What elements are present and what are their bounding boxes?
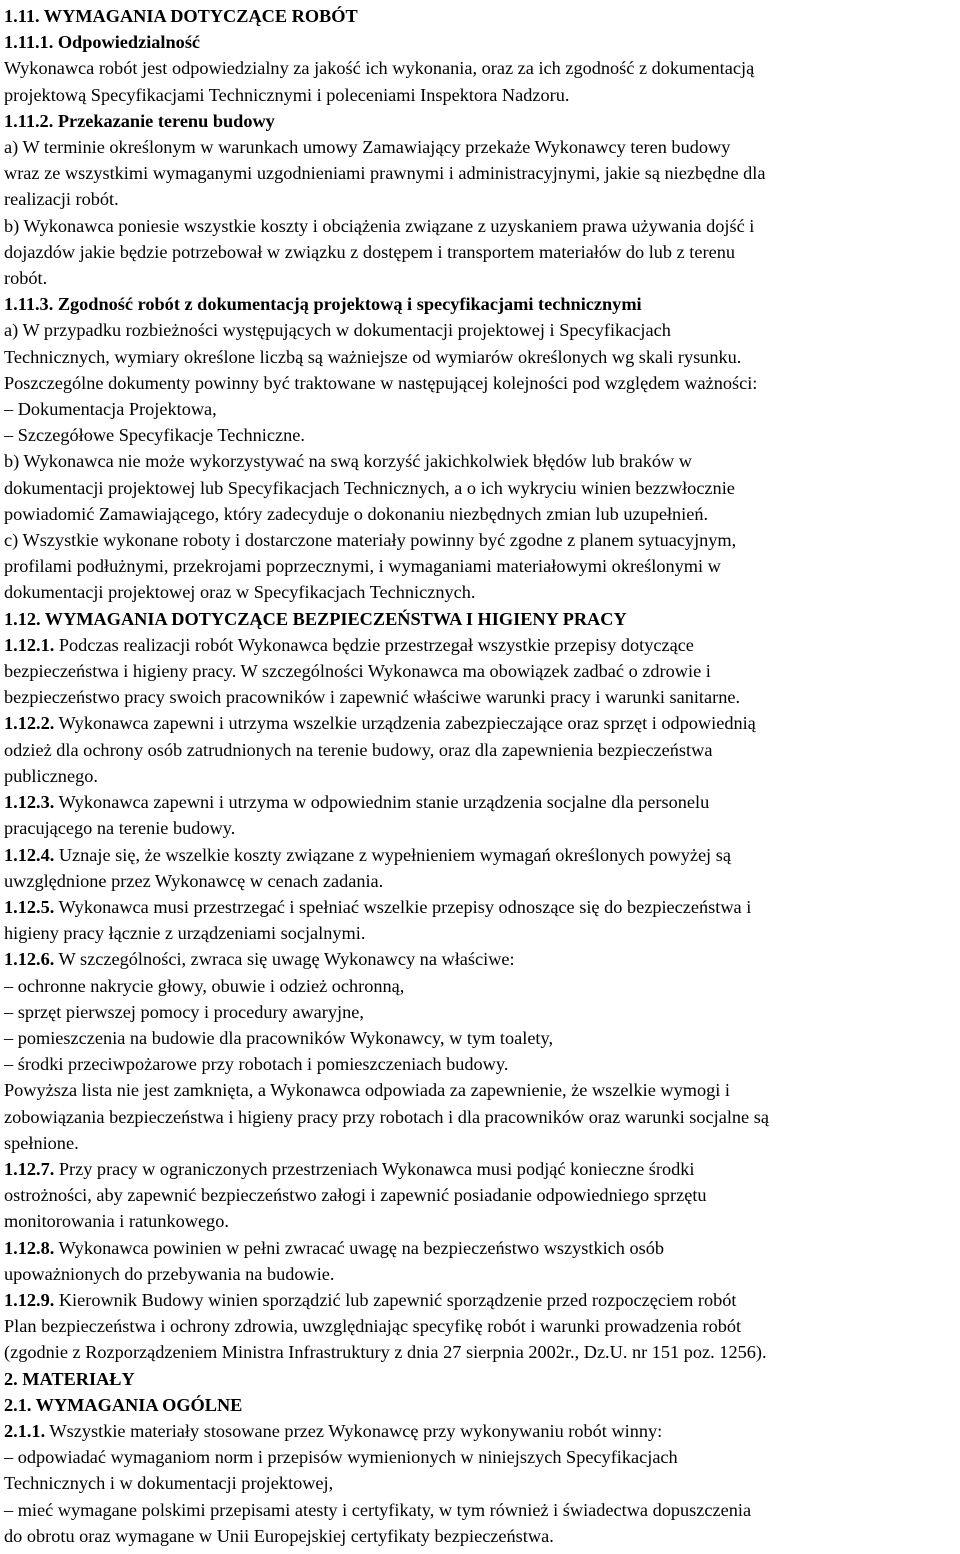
text-run: higieny pracy łącznie z urządzeniami socjalnymi. xyxy=(4,923,366,944)
bold-text-run: 1.12.1. xyxy=(4,634,55,655)
text-run: robót. xyxy=(4,268,48,289)
bold-text-run: 1.12. WYMAGANIA DOTYCZĄCE BEZPIECZEŃSTWA I HIGIENY PRACY xyxy=(4,608,627,629)
text-line xyxy=(4,422,956,448)
bold-text-run: 1.12.3. xyxy=(4,792,55,813)
text-run: projektową Specyfikacjami Technicznymi i poleceniami Inspektora Nadzoru. xyxy=(4,84,570,105)
bold-text-run: 1.11. WYMAGANIA DOTYCZĄCE ROBÓT xyxy=(4,6,358,26)
text-run: Wykonawca musi przestrzegać i spełniać wszelkie przepisy odnoszące się do bezpieczeństwa i xyxy=(54,896,752,917)
text-line xyxy=(4,1025,956,1051)
text-line xyxy=(4,1470,956,1496)
text-run: odzież dla ochrony osób zatrudnionych na terenie budowy, oraz dla zapewnienia bezpieczeństwa xyxy=(4,739,713,760)
text-line xyxy=(4,1130,956,1156)
text-line xyxy=(4,1313,956,1339)
text-line xyxy=(4,606,956,632)
text-run: uwzględnione przez Wykonawcę w cenach zadania. xyxy=(4,870,384,891)
text-line xyxy=(4,684,956,710)
text-run: – środki przeciwpożarowe przy robotach i pomieszczeniach budowy. xyxy=(4,1054,509,1075)
text-run: profilami podłużnymi, przekrojami poprzecznymi, i wymaganiami materiałowymi określonymi w xyxy=(4,556,721,577)
text-line xyxy=(4,1077,956,1103)
text-line xyxy=(4,134,956,160)
text-run: (zgodnie z Rozporządzeniem Ministra Infrastruktury z dnia 27 sierpnia 2002r., Dz.U. nr 151 poz. 1256). xyxy=(4,1342,767,1363)
text-line xyxy=(4,317,956,343)
text-run: Powyższa lista nie jest zamknięta, a Wykonawca odpowiada za zapewnienie, że wszelkie wymogi i xyxy=(4,1080,730,1101)
bold-text-run: 2. MATERIAŁY xyxy=(4,1368,135,1389)
text-line xyxy=(4,475,956,501)
text-line xyxy=(4,1392,956,1418)
text-line xyxy=(4,579,956,605)
text-run: Technicznych i w dokumentacji projektowej, xyxy=(4,1473,334,1494)
text-run: b) Wykonawca nie może wykorzystywać na swą korzyść jakichkolwiek błędów lub braków w xyxy=(4,451,692,472)
bold-text-run: 1.11.2. Przekazanie terenu budowy xyxy=(4,110,275,131)
text-run: powiadomić Zamawiającego, który zadecyduje o dokonaniu niezbędnych zmian lub uzupełnień. xyxy=(4,503,709,524)
text-run: spełnione. xyxy=(4,1132,79,1153)
bold-text-run: 1.12.7. xyxy=(4,1158,55,1179)
text-line xyxy=(4,396,956,422)
text-line xyxy=(4,946,956,972)
text-line xyxy=(4,501,956,527)
text-line xyxy=(4,1418,956,1444)
text-line xyxy=(4,186,956,212)
text-run: bezpieczeństwa i higieny pracy. W szczególności Wykonawca ma obowiązek zadbać o zdrowie i xyxy=(4,661,711,682)
bold-text-run: 1.12.2. xyxy=(4,713,55,734)
text-run: Technicznych, wymiary określone liczbą są ważniejsze od wymiarów określonych wg skali rysunku. xyxy=(4,346,742,367)
text-run: Wykonawca powinien w pełni zwracać uwagę na bezpieczeństwo wszystkich osób xyxy=(54,1237,665,1258)
text-line xyxy=(4,1051,956,1077)
text-line xyxy=(4,448,956,474)
text-line xyxy=(4,1104,956,1130)
text-line xyxy=(4,1287,956,1313)
text-line xyxy=(4,1444,956,1470)
text-line xyxy=(4,291,956,317)
text-run: – ochronne nakrycie głowy, obuwie i odzież ochronną, xyxy=(4,975,405,996)
text-run: – odpowiadać wymaganiom norm i przepisów wymienionych w niniejszych Specyfikacjach xyxy=(4,1447,678,1468)
text-line xyxy=(4,1366,956,1392)
text-run: – Dokumentacja Projektowa, xyxy=(4,399,217,420)
text-line xyxy=(4,29,956,55)
text-run: bezpieczeństwo pracy swoich pracowników i zapewnić właściwe warunki pracy i warunki sanitarne. xyxy=(4,687,741,708)
text-run: dojazdów jakie będzie potrzebował w związku z dostępem i transportem materiałów do lub z terenu xyxy=(4,241,735,262)
text-run: monitorowania i ratunkowego. xyxy=(4,1211,229,1232)
text-line xyxy=(4,344,956,370)
text-run: Podczas realizacji robót Wykonawca będzie przestrzegał wszystkie przepisy dotyczące xyxy=(54,634,694,655)
text-line xyxy=(4,737,956,763)
text-line xyxy=(4,1235,956,1261)
text-line xyxy=(4,842,956,868)
text-run: a) W przypadku rozbieżności występujących w dokumentacji projektowej i Specyfikacjach xyxy=(4,320,671,341)
text-line xyxy=(4,239,956,265)
text-line xyxy=(4,894,956,920)
text-line xyxy=(4,632,956,658)
text-run: do obrotu oraz wymagane w Unii Europejskiej certyfikaty bezpieczeństwa. xyxy=(4,1525,554,1546)
text-line xyxy=(4,55,956,81)
text-line xyxy=(4,763,956,789)
text-line xyxy=(4,658,956,684)
text-run: a) W terminie określonym w warunkach umowy Zamawiający przekaże Wykonawcy teren budowy xyxy=(4,137,731,158)
text-run: – mieć wymagane polskimi przepisami atesty i certyfikaty, w tym również i świadectwa dopuszczenia xyxy=(4,1499,752,1520)
text-run: – pomieszczenia na budowie dla pracowników Wykonawcy, w tym toalety, xyxy=(4,1027,554,1048)
bold-text-run: 1.12.5. xyxy=(4,896,55,917)
text-line xyxy=(4,1339,956,1365)
text-run: dokumentacji projektowej lub Specyfikacjach Technicznych, a o ich wykryciu winien bezzwłocznie xyxy=(4,477,735,498)
text-line xyxy=(4,265,956,291)
text-run: Wykonawca zapewni i utrzyma w odpowiednim stanie urządzenia socjalne dla personelu xyxy=(54,792,710,813)
text-run: upoważnionych do przebywania na budowie. xyxy=(4,1263,335,1284)
text-line xyxy=(4,973,956,999)
bold-text-run: 1.12.8. xyxy=(4,1237,55,1258)
text-line xyxy=(4,370,956,396)
bold-text-run: 1.12.6. xyxy=(4,949,55,970)
text-line xyxy=(4,1523,956,1549)
text-line xyxy=(4,1208,956,1234)
text-run: Wszystkie materiały stosowane przez Wykonawcę przy wykonywaniu robót winny: xyxy=(45,1420,663,1441)
text-run: pracującego na terenie budowy. xyxy=(4,818,236,839)
text-line xyxy=(4,160,956,186)
text-run: dokumentacji projektowej oraz w Specyfikacjach Technicznych. xyxy=(4,582,476,603)
bold-text-run: 1.12.4. xyxy=(4,844,55,865)
document-page xyxy=(4,3,956,1549)
text-run: – Szczegółowe Specyfikacje Techniczne. xyxy=(4,425,305,446)
bold-text-run: 2.1.1. xyxy=(4,1420,46,1441)
text-run: zobowiązania bezpieczeństwa i higieny pracy przy robotach i dla pracowników oraz warunki socjalne są xyxy=(4,1106,769,1127)
text-line xyxy=(4,213,956,239)
text-run: Kierownik Budowy winien sporządzić lub zapewnić sporządzenie przed rozpoczęciem robót xyxy=(54,1289,737,1310)
text-line xyxy=(4,789,956,815)
bold-text-run: 1.11.1. Odpowiedzialność xyxy=(4,32,201,53)
text-line xyxy=(4,868,956,894)
text-run: b) Wykonawca poniesie wszystkie koszty i obciążenia związane z uzyskaniem prawa używania dojść i xyxy=(4,215,755,236)
text-line xyxy=(4,920,956,946)
text-line xyxy=(4,1261,956,1287)
text-run: – sprzęt pierwszej pomocy i procedury awaryjne, xyxy=(4,1001,364,1022)
bold-text-run: 1.11.3. Zgodność robót z dokumentacją projektową i specyfikacjami technicznymi xyxy=(4,294,642,315)
text-run: Przy pracy w ograniczonych przestrzeniach Wykonawca musi podjąć konieczne środki xyxy=(54,1158,695,1179)
text-run: publicznego. xyxy=(4,765,98,786)
bold-text-run: 2.1. WYMAGANIA OGÓLNE xyxy=(4,1394,243,1415)
text-run: realizacji robót. xyxy=(4,189,119,210)
text-run: Plan bezpieczeństwa i ochrony zdrowia, uwzględniając specyfikę robót i warunki prowadzenia robót xyxy=(4,1316,742,1337)
text-line xyxy=(4,1182,956,1208)
text-line xyxy=(4,553,956,579)
text-run: Uznaje się, że wszelkie koszty związane z wypełnieniem wymagań określonych powyżej są xyxy=(54,844,731,865)
bold-text-run: 1.12.9. xyxy=(4,1289,55,1310)
text-run: Poszczególne dokumenty powinny być traktowane w następującej kolejności pod względem ważności: xyxy=(4,372,758,393)
text-line xyxy=(4,999,956,1025)
text-line xyxy=(4,3,956,29)
text-line xyxy=(4,527,956,553)
text-line xyxy=(4,1156,956,1182)
text-line xyxy=(4,82,956,108)
text-run: ostrożności, aby zapewnić bezpieczeństwo załogi i zapewnić posiadanie odpowiedniego sprzętu xyxy=(4,1185,707,1206)
text-line xyxy=(4,108,956,134)
text-run: wraz ze wszystkimi wymaganymi uzgodnieniami prawnymi i administracyjnymi, jakie są niezbędne dla xyxy=(4,163,766,184)
text-line xyxy=(4,815,956,841)
text-line xyxy=(4,710,956,736)
text-run: Wykonawca robót jest odpowiedzialny za jakość ich wykonania, oraz za ich zgodność z dokumentacją xyxy=(4,58,755,79)
text-run: c) Wszystkie wykonane roboty i dostarczone materiały powinny być zgodne z planem sytuacyjnym, xyxy=(4,530,737,551)
text-run: W szczególności, zwraca się uwagę Wykonawcy na właściwe: xyxy=(54,949,515,970)
text-run: Wykonawca zapewni i utrzyma wszelkie urządzenia zabezpieczające oraz sprzęt i odpowiednią xyxy=(54,713,756,734)
text-line xyxy=(4,1497,956,1523)
